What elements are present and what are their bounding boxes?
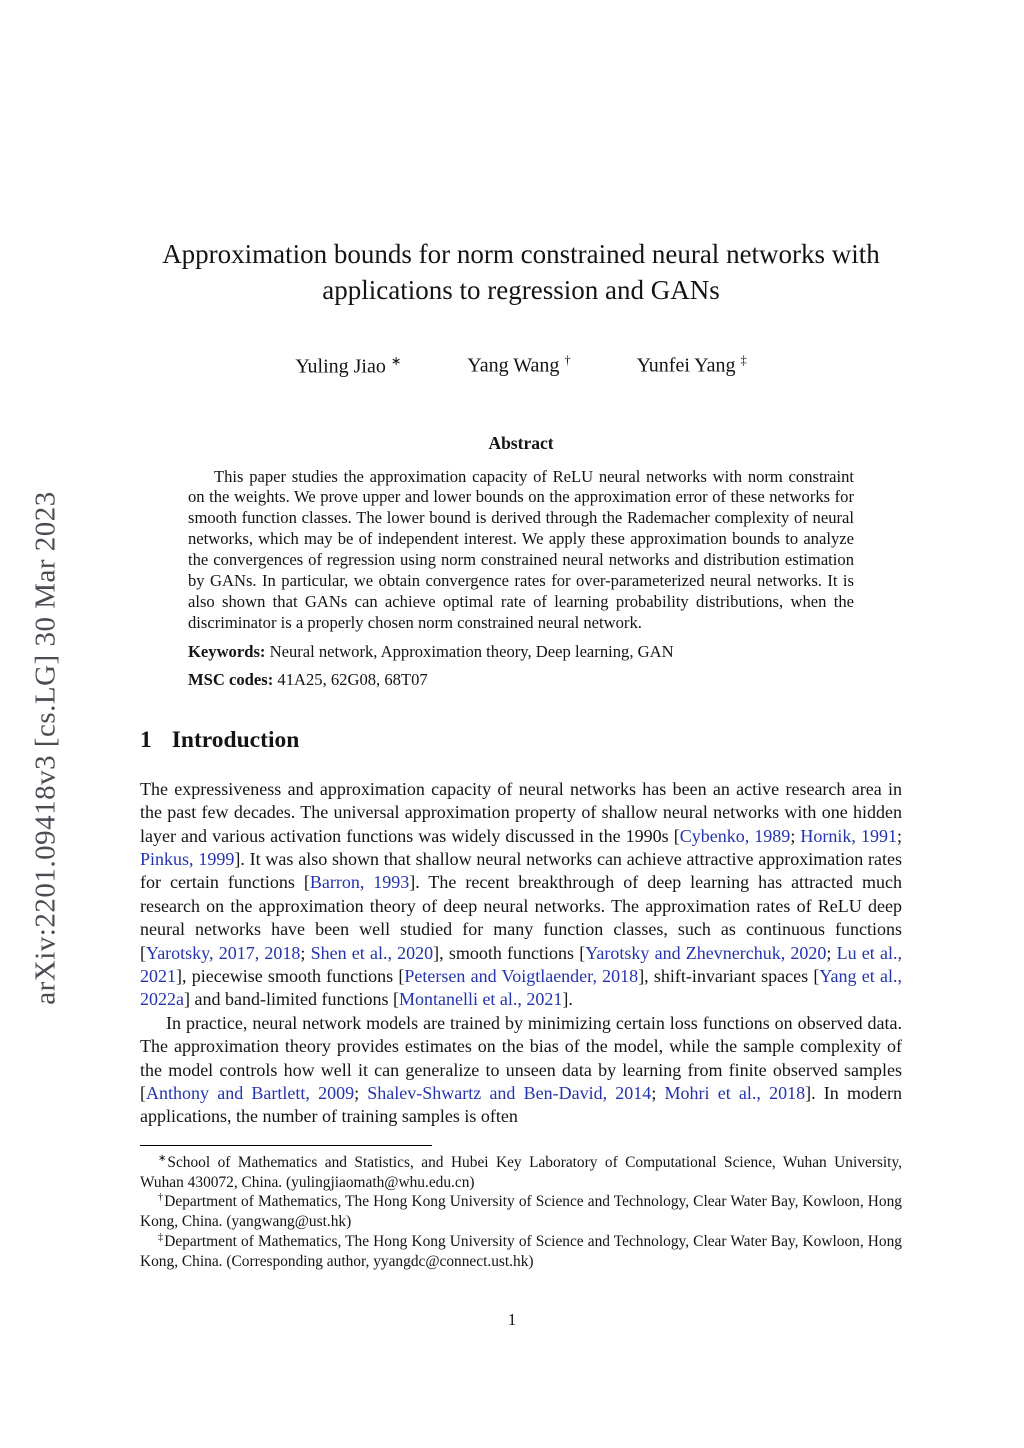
footnote-text: Department of Mathematics, The Hong Kong University of Science and Technology, Clear Water Bay, Kowloon, Hong Kong, China. (Corresponding author, yyangdc@connect.ust.hk) xyxy=(140,1233,902,1270)
text-run: The expressiveness and approximation capacity of neural networks has been an active research area in the past few decades. The universal approximation property of shallow neural networks with one hidden layer and various activation functions was widely discussed in the 1990s [ xyxy=(140,778,902,846)
abstract-heading: Abstract xyxy=(488,432,554,453)
text-run: ; xyxy=(790,825,801,846)
citation-link[interactable]: Lu et al., 2021 xyxy=(140,942,902,987)
text-run: ]. xyxy=(562,989,573,1010)
footnote-rule xyxy=(140,1145,432,1146)
abstract-section xyxy=(188,433,854,691)
msc-value: 41A25, 62G08, 68T07 xyxy=(277,670,428,690)
section-heading xyxy=(140,727,902,754)
msc-label: MSC codes: xyxy=(188,670,274,690)
text-run: ; xyxy=(896,825,902,846)
text-run: ; xyxy=(300,942,311,963)
section-title: Introduction xyxy=(171,726,300,753)
text-run: ] and band-limited functions [ xyxy=(184,989,399,1010)
footnote xyxy=(140,1153,902,1193)
arxiv-watermark: arXiv:2201.09418v3 [cs.LG] 30 Mar 2023 xyxy=(29,491,62,1005)
footnote-text: Department of Mathematics, The Hong Kong University of Science and Technology, Clear Water Bay, Kowloon, Hong Kong, China. (yangwang@ust.hk) xyxy=(140,1193,902,1231)
author xyxy=(467,353,570,379)
keywords-value: Neural network, Approximation theory, Deep learning, GAN xyxy=(269,641,674,661)
author-mark: † xyxy=(564,352,571,367)
text-run: ; xyxy=(826,942,837,963)
citation-link[interactable]: Yang et al., 2022a xyxy=(140,966,902,1010)
citation-link[interactable]: Shen et al., 2020 xyxy=(310,942,434,963)
abstract-text: This paper studies the approximation capacity of ReLU neural networks with norm constraint on the weights. We prove upper and lower bounds on the approximation error of these networks for smooth function classes. The lower bound is derived through the Rademacher complexity of neural networks, which may be of independent interest. We apply these approximation bounds to analyze the convergences of regression using norm constrained neural networks and distribution estimation by GANs. In particular, we obtain convergence rates for over-parameterized neural networks. It is also shown that GANs can achieve optimal rate of learning probability distributions, when the discriminator is a properly chosen norm constrained neural network. xyxy=(188,466,854,632)
citation-link[interactable]: Cybenko, 1989 xyxy=(679,825,791,846)
author-mark: ∗ xyxy=(390,353,402,368)
text-run: ], smooth functions [ xyxy=(433,942,586,963)
footnote-mark: ‡ xyxy=(158,1231,164,1243)
citation-link[interactable]: Barron, 1993 xyxy=(309,872,410,893)
citation-link[interactable]: Yarotsky, 2017, 2018 xyxy=(146,942,301,963)
footnote xyxy=(140,1232,902,1272)
keywords-line xyxy=(188,641,854,663)
citation-link[interactable]: Montanelli et al., 2021 xyxy=(398,989,563,1010)
paper-content xyxy=(140,236,902,1271)
footnote-mark: † xyxy=(158,1192,164,1204)
author-name: Yang Wang xyxy=(467,354,560,377)
text-run: ; xyxy=(651,1082,665,1103)
author xyxy=(295,353,401,379)
citation-link[interactable]: Yarotsky and Zhevnerchuk, 2020 xyxy=(585,942,827,963)
intro-paragraph-2 xyxy=(140,1012,902,1129)
section-number: 1 xyxy=(140,726,152,753)
author-name: Yuling Jiao xyxy=(295,355,386,378)
citation-link[interactable]: Pinkus, 1999 xyxy=(140,849,235,870)
text-run: ]. It was also shown that shallow neural networks can achieve attractive approximation rates for certain functions [ xyxy=(140,849,902,893)
author-list xyxy=(140,353,902,379)
intro-paragraph-1 xyxy=(140,778,902,1012)
text-run: ]. In modern applications, the number of training samples is often xyxy=(140,1082,902,1127)
citation-link[interactable]: Anthony and Bartlett, 2009 xyxy=(146,1082,355,1103)
citation-link[interactable]: Hornik, 1991 xyxy=(800,825,897,846)
citation-link[interactable]: Petersen and Voigtlaender, 2018 xyxy=(404,966,639,987)
text-run: In practice, neural network models are trained by minimizing certain loss functions on observed data. The approximation theory provides estimates on the bias of the model, while the sample complexity of the model controls how well it can generalize to unseen data by learning from finite observed samples [ xyxy=(140,1012,902,1103)
author-mark: ‡ xyxy=(740,352,747,367)
page-number: 1 xyxy=(507,1310,517,1329)
footnotes xyxy=(140,1153,902,1272)
author xyxy=(637,353,747,379)
footnote-text: School of Mathematics and Statistics, and Hubei Key Laboratory of Computational Science, Wuhan University, Wuhan 430072, China. (yulingjiaomath@whu.edu.cn) xyxy=(140,1153,902,1191)
citation-link[interactable]: Shalev-Shwartz and Ben-David, 2014 xyxy=(367,1082,652,1103)
msc-line xyxy=(188,669,854,691)
footnote-mark: ∗ xyxy=(158,1152,167,1164)
footnote xyxy=(140,1192,902,1232)
text-run: ], piecewise smooth functions [ xyxy=(176,966,405,987)
text-run: ]. The recent breakthrough of deep learning has attracted much research on the approximation theory of deep neural networks. The approximation rates of ReLU deep neural networks have been well studied for many function classes, such as continuous functions [ xyxy=(140,872,902,963)
text-run: ; xyxy=(354,1082,368,1103)
keywords-label: Keywords: xyxy=(188,641,266,661)
author-name: Yunfei Yang xyxy=(636,354,736,377)
paper-title: Approximation bounds for norm constrained neural networks with applications to regression and GANs xyxy=(162,239,880,306)
text-run: ], shift-invariant spaces [ xyxy=(638,966,820,987)
citation-link[interactable]: Mohri et al., 2018 xyxy=(664,1082,806,1103)
